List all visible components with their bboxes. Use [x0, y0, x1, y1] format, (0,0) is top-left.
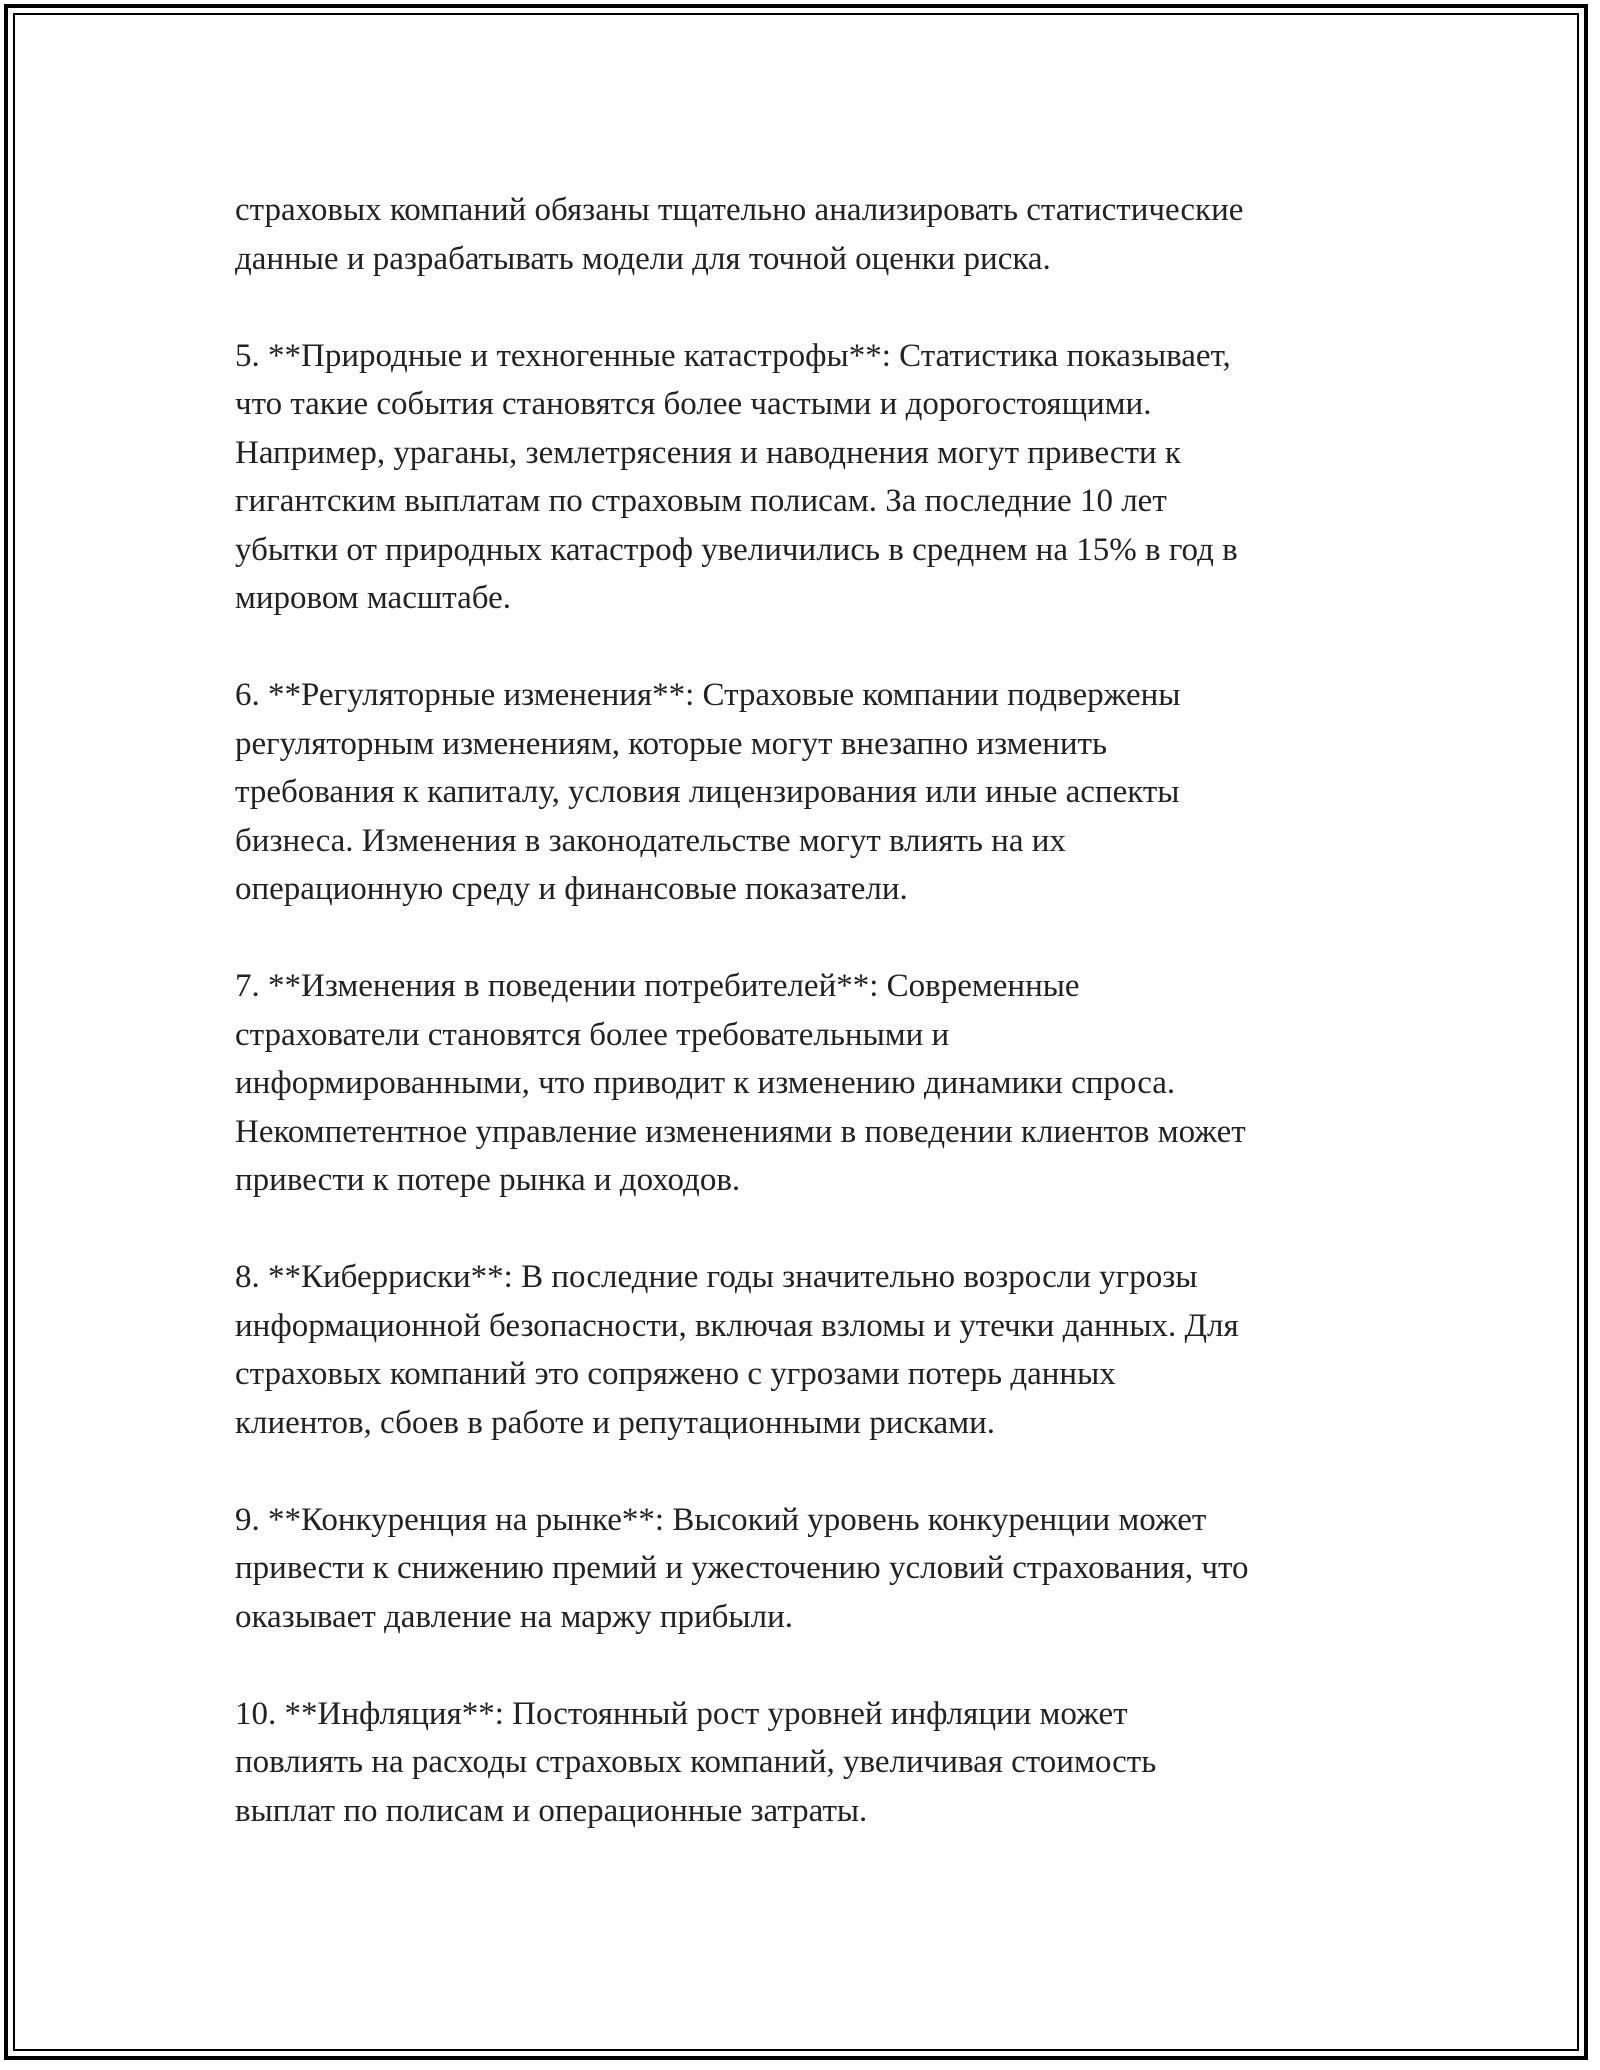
paragraph-item-10: 10. **Инфляция**: Постоянный рост уровней инфляции может повлиять на расходы страховых компаний, увеличивая стоимость выплат по полисам и операционные затраты.: [235, 1695, 1157, 1829]
paragraph-item-9: 9. **Конкуренция на рынке**: Высокий уровень конкуренции может привести к снижению премий и ужесточению условий страхования, что оказывает давление на маржу прибыли.: [235, 1501, 1249, 1635]
paragraph-item-5: 5. **Природные и техногенные катастрофы**: Статистика показывает, что такие события становятся более частыми и дорогостоящими. Например, ураганы, землетрясения и наводнения могут привести к гигантским выплатам по страховым полисам. За последние 10 лет убытки от природных катастроф увеличились в среднем на 15% в год в мировом масштабе.: [235, 337, 1238, 616]
paragraph-item-7: 7. **Изменения в поведении потребителей**: Современные страхователи становятся более требовательными и информированными, что приводит к изменению динамики спроса. Некомпетентное управление изменениями в поведении клиентов может привести к потере рынка и доходов.: [235, 968, 1246, 1198]
paragraph-item-6: 6. **Регуляторные изменения**: Страховые компании подвержены регуляторным изменениям, которые могут внезапно изменить требования к капиталу, условия лицензирования или иные аспекты бизнеса. Изменения в законодательстве могут влиять на их операционную среду и финансовые показатели.: [235, 677, 1181, 907]
paragraph-continuation: страховых компаний обязаны тщательно анализировать статистические данные и разрабатывать модели для точной оценки риска.: [235, 192, 1244, 277]
document-body: [235, 186, 1385, 1884]
paragraph-item-8: 8. **Киберриски**: В последние годы значительно возросли угрозы информационной безопасности, включая взломы и утечки данных. Для страховых компаний это сопряжено с угрозами потерь данных клиентов, сбоев в работе и репутационными рисками.: [235, 1259, 1239, 1441]
